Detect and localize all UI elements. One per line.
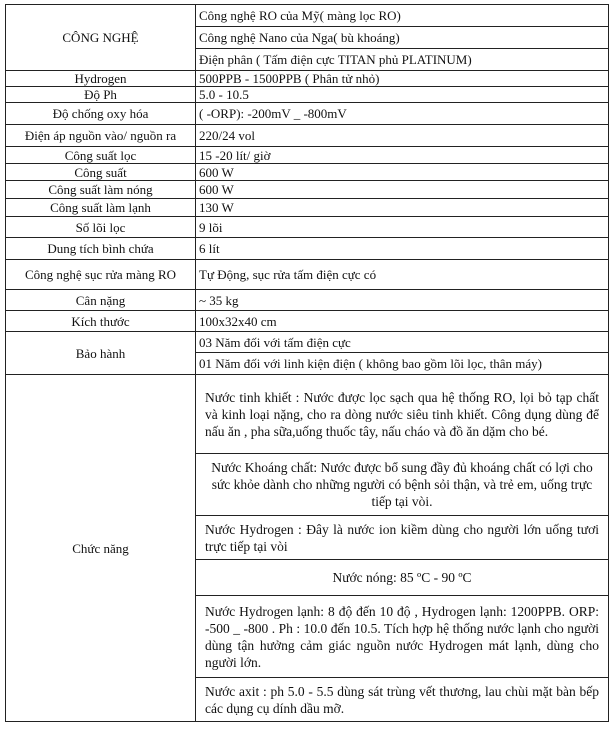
table-row xyxy=(6,199,609,217)
hydrogen-value: 500PPB - 1500PPB ( Phân tử nhỏ) xyxy=(196,71,609,87)
nuoc-tinh-khiet-text: Nước tinh khiết : Nước được lọc sạch qua hệ thống RO, lọi bỏ tạp chất và kinh loại nặng, cho ra dòng nước siêu tinh khiết. Công dụng dùng để nấu ăn , pha sữa,uống thuốc tây, nấu cháo và đồ ăn dặm cho bé. xyxy=(205,389,599,439)
table-row xyxy=(6,260,609,290)
oxy-hoa-value: ( -ORP): -200mV _ -800mV xyxy=(196,103,609,125)
oxy-hoa-label: Độ chống oxy hóa xyxy=(6,103,196,125)
table-row xyxy=(6,217,609,238)
nuoc-axit-text: Nước axit : ph 5.0 - 5.5 dùng sát trùng vết thương, lau chùi mặt bàn bếp các dụng cụ dính dầu mỡ. xyxy=(205,683,599,716)
hydrogen-label: Hydrogen xyxy=(6,71,196,87)
bao-hanh-value-2: 01 Năm đối với linh kiện điện ( không bao gồm lõi lọc, thân máy) xyxy=(196,353,609,375)
cong-nghe-value-1: Công nghệ RO của Mỹ( màng lọc RO) xyxy=(196,5,609,27)
chuc-nang-label: Chức năng xyxy=(6,375,196,722)
cong-suat-value: 600 W xyxy=(196,164,609,181)
do-ph-label: Độ Ph xyxy=(6,87,196,103)
table-row xyxy=(6,375,609,454)
chuc-nang-cell-4 xyxy=(196,560,609,596)
cong-nghe-value-3: Điện phân ( Tấm điện cực TITAN phủ PLATINUM) xyxy=(196,49,609,71)
lam-lanh-label: Công suất làm lạnh xyxy=(6,199,196,217)
chuc-nang-cell-1 xyxy=(196,375,609,454)
nuoc-hydrogen-text: Nước Hydrogen : Đây là nước ion kiềm dùng cho người lớn uống tươi trực tiếp tại vòi xyxy=(205,521,599,554)
cong-suat-loc-value: 15 -20 lít/ giờ xyxy=(196,147,609,164)
nuoc-hydrogen-lanh-text: Nước Hydrogen lạnh: 8 độ đến 10 độ , Hydrogen lạnh: 1200PPB. ORP: -500 _ -800 . Ph : 10.0 đến 10.5. Tích hợp hệ thống nước lạnh cho người dùng tận hưởng cảm giác nguồn nước Hydrogen mát lạnh, dùng cho người lớn. xyxy=(205,603,599,670)
lam-nong-label: Công suất làm nóng xyxy=(6,181,196,199)
rua-mang-value: Tự Động, sục rửa tấm điện cực có xyxy=(196,260,609,290)
cong-suat-loc-label: Công suất lọc xyxy=(6,147,196,164)
cong-nghe-value-2: Công nghệ Nano của Nga( bù khoáng) xyxy=(196,27,609,49)
so-loi-value: 9 lõi xyxy=(196,217,609,238)
table-row xyxy=(6,147,609,164)
can-nang-label: Cân nặng xyxy=(6,290,196,311)
chuc-nang-cell-2 xyxy=(196,454,609,516)
spec-sheet xyxy=(5,4,608,751)
table-row xyxy=(6,71,609,87)
table-row xyxy=(6,5,609,27)
table-row xyxy=(6,125,609,147)
table-row xyxy=(6,181,609,199)
bao-hanh-value-1: 03 Năm đối với tấm điện cực xyxy=(196,332,609,353)
chuc-nang-cell-3 xyxy=(196,516,609,560)
kich-thuoc-value: 100x32x40 cm xyxy=(196,311,609,332)
lam-lanh-value: 130 W xyxy=(196,199,609,217)
table-row xyxy=(6,103,609,125)
spec-table xyxy=(5,4,609,722)
table-row xyxy=(6,311,609,332)
lam-nong-value: 600 W xyxy=(196,181,609,199)
kich-thuoc-label: Kích thước xyxy=(6,311,196,332)
can-nang-value: ~ 35 kg xyxy=(196,290,609,311)
nuoc-nong-text: Nước nóng: 85 ºC - 90 ºC xyxy=(332,570,472,585)
chuc-nang-cell-6 xyxy=(196,678,609,722)
cong-suat-label: Công suất xyxy=(6,164,196,181)
table-row xyxy=(6,164,609,181)
do-ph-value: 5.0 - 10.5 xyxy=(196,87,609,103)
nuoc-khoang-chat-text: Nước Khoáng chất: Nước được bổ sung đầy đủ khoáng chất có lợi cho sức khỏe dành cho những người có bệnh sỏi thận, và trẻ em, uống trực tiếp tại vòi. xyxy=(211,460,593,509)
table-row xyxy=(6,290,609,311)
dien-ap-value: 220/24 vol xyxy=(196,125,609,147)
rua-mang-label: Công nghệ sục rửa màng RO xyxy=(6,260,196,290)
cong-nghe-label: CÔNG NGHỆ xyxy=(6,5,196,71)
so-loi-label: Số lõi lọc xyxy=(6,217,196,238)
table-row xyxy=(6,87,609,103)
table-row xyxy=(6,332,609,353)
dien-ap-label: Điện áp nguồn vào/ nguồn ra xyxy=(6,125,196,147)
bao-hanh-label: Bảo hành xyxy=(6,332,196,375)
table-row xyxy=(6,238,609,260)
dung-tich-value: 6 lít xyxy=(196,238,609,260)
chuc-nang-cell-5 xyxy=(196,596,609,678)
dung-tich-label: Dung tích bình chứa xyxy=(6,238,196,260)
